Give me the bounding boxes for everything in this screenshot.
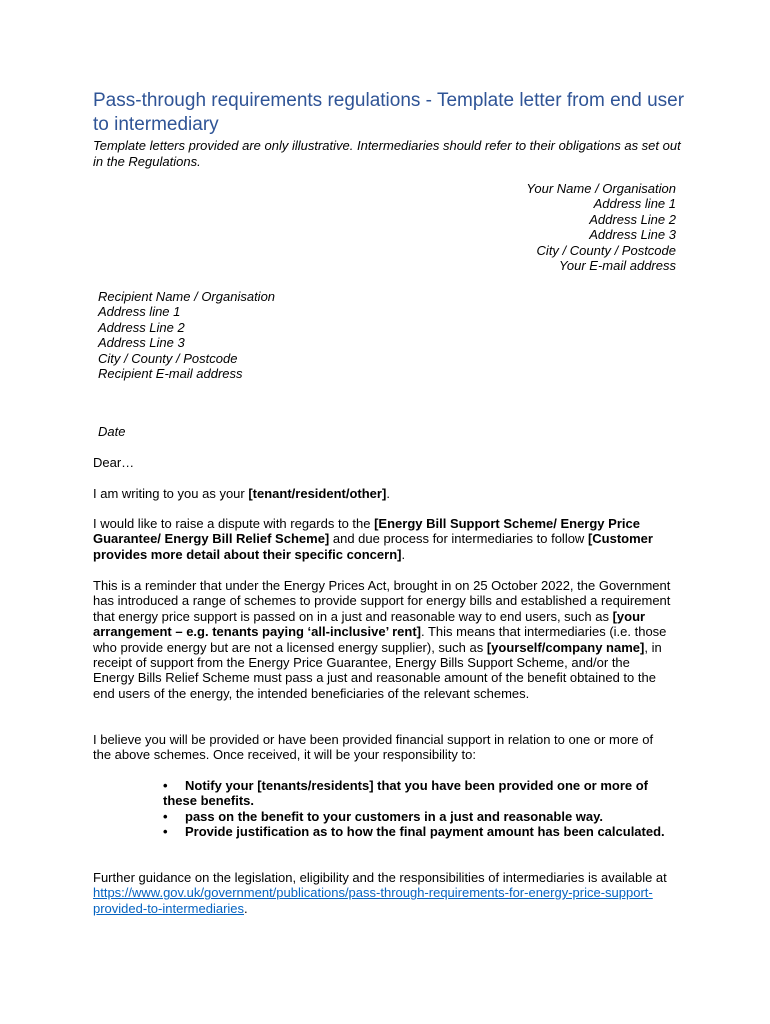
arrangement-placeholder: [your arrangement – e.g. tenants paying ‘all-inclusive’ rent] (93, 608, 646, 640)
paragraph-guidance (93, 870, 673, 916)
recipient-address-block (98, 289, 275, 381)
paragraph-role-end: . (386, 486, 390, 501)
bullet-icon: • (163, 808, 168, 824)
dispute-end: . (401, 546, 406, 562)
bullet-text-1: Notify your [tenants/residents] that you have been provided one or more of these benefits. (163, 778, 649, 809)
reminder-text-2: . This means that intermediaries (i.e. those who provide energy but are not a licensed energy supplier), such as (93, 624, 667, 655)
sender-address-line-2: Address Line 2 (589, 211, 676, 227)
scheme-placeholder: [Energy Bill Support Scheme/ Energy Price Guarantee/ Energy Bill Relief Scheme] (93, 516, 640, 547)
sender-name: Your Name / Organisation (526, 181, 676, 196)
paragraph-belief: I believe you will be provided or have been provided financial support in relation to one or more of the above schemes. Once received, it will be your responsibility to: (93, 732, 654, 763)
sender-address-line-1: Address line 1 (593, 196, 676, 212)
company-placeholder: [yourself/company name] (486, 639, 645, 655)
list-item (163, 809, 683, 824)
responsibility-list (163, 778, 683, 840)
sender-address-line-3: Address Line 3 (589, 227, 676, 243)
recipient-address-line-3: Address Line 3 (98, 335, 185, 351)
recipient-city-postcode: City / County / Postcode (98, 350, 238, 366)
bullet-icon: • (163, 824, 168, 840)
reminder-text-1: This is a reminder that under the Energy Prices Act, brought in on 25 October 2022, the Government has introduced a range of schemes to provide support for energy bills and established a requirement that energy price support is passed on in a just and reasonable way to end users, such as (93, 578, 671, 624)
reminder-text-3: , in receipt of support from the Energy Price Guarantee, Energy Bills Support Scheme, and/or the Energy Bills Relief Scheme must pass a just and reasonable amount of the benefit obtained to the end users of the energy, the intended beneficiaries of the relevant schemes. (93, 639, 662, 701)
recipient-email: Recipient E-mail address (98, 366, 243, 382)
list-item (163, 778, 683, 809)
dispute-text-2: and due process for intermediaries to follow (329, 531, 588, 547)
dispute-text-1: I would like to raise a dispute with regards to the (93, 516, 375, 531)
bullet-icon: • (163, 778, 168, 793)
role-placeholder: [tenant/resident/other] (248, 486, 387, 501)
recipient-address-line-2: Address Line 2 (98, 319, 185, 335)
guidance-end: . (244, 900, 248, 916)
paragraph-role (93, 486, 673, 501)
page-title: Pass-through requirements regulations - Template letter from end user to intermediary (93, 90, 685, 135)
concern-placeholder: [Customer provides more detail about their specific concern] (93, 531, 653, 562)
bullet-text-3: Provide justification as to how the final payment amount has been calculated. (185, 824, 665, 840)
sender-email: Your E-mail address (558, 258, 676, 274)
guidance-text: Further guidance on the legislation, eligibility and the responsibilities of intermediaries is available at (93, 870, 667, 885)
letter-date: Date (98, 424, 126, 439)
paragraph-reminder (93, 578, 673, 701)
sender-address-block (526, 181, 676, 273)
bullet-text-2: pass on the benefit to your customers in a just and reasonable way. (185, 808, 604, 824)
paragraph-role-text: I am writing to you as your (93, 486, 249, 501)
list-item (163, 824, 683, 839)
guidance-link[interactable]: https://www.gov.uk/government/publications/pass-through-requirements-for-energy-price-support-provided-to-intermediaries (93, 885, 653, 916)
template-disclaimer: Template letters provided are only illustrative. Intermediaries should refer to their obligations as set out in the Regulations. (93, 138, 681, 169)
recipient-address-line-1: Address line 1 (98, 304, 181, 320)
paragraph-dispute (93, 516, 673, 562)
sender-city-postcode: City / County / Postcode (536, 242, 676, 258)
recipient-name: Recipient Name / Organisation (98, 289, 276, 304)
salutation: Dear… (93, 455, 135, 470)
